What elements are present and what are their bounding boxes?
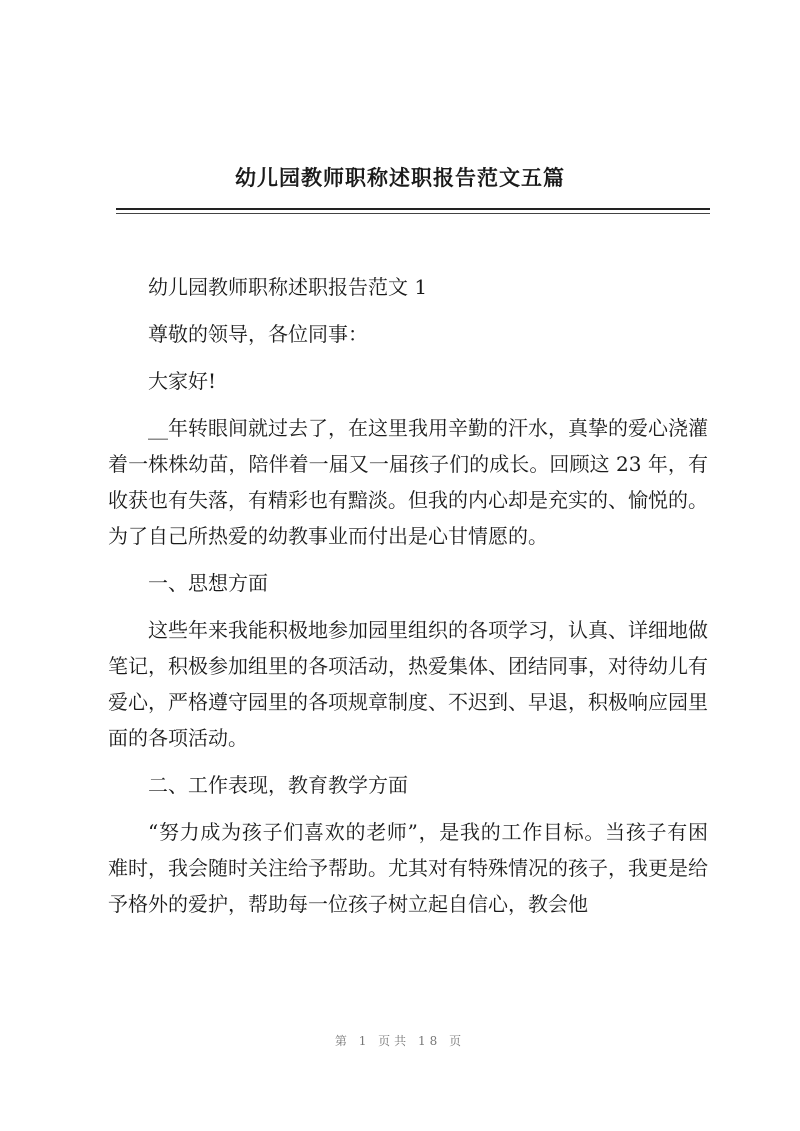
title-underline-thin (116, 213, 710, 214)
document-body (108, 269, 708, 933)
document-title: 幼儿园教师职称述职报告范文五篇 (235, 165, 565, 190)
page-footer: 第 1 页共 18 页 (334, 1034, 466, 1048)
title-underline (116, 208, 710, 210)
paragraph-salutation: 尊敬的领导，各位同事： (148, 322, 368, 346)
paragraph-work: “努力成为孩子们喜欢的老师”，是我的工作目标。当孩子有困难时，我会随时关注给予帮助。尤其对有特殊情况的孩子，我更是给予格外的爱护，帮助每一位孩子树立起自信心，教会他 (108, 820, 708, 916)
section-heading-work: 二、工作表现，教育教学方面 (148, 773, 408, 797)
paragraph-intro: __年转眼间就过去了，在这里我用辛勤的汗水，真挚的爱心浇灌着一株株幼苗，陪伴着一届又一届孩子们的成长。回顾这 23 年，有收获也有失落，有精彩也有黯淡。但我的内心却是充实的、愉悦的。为了自己所热爱的幼教事业而付出是心甘情愿的。 (108, 416, 708, 548)
paragraph-heading-1: 幼儿园教师职称述职报告范文 1 (148, 275, 428, 299)
paragraph-greeting: 大家好! (148, 369, 217, 393)
section-heading-thought: 一、思想方面 (148, 571, 268, 595)
paragraph-thought: 这些年来我能积极地参加园里组织的各项学习，认真、详细地做笔记，积极参加组里的各项活动，热爱集体、团结同事，对待幼儿有爱心，严格遵守园里的各项规章制度、不迟到、早退，积极响应园里面的各项活动。 (108, 618, 708, 750)
